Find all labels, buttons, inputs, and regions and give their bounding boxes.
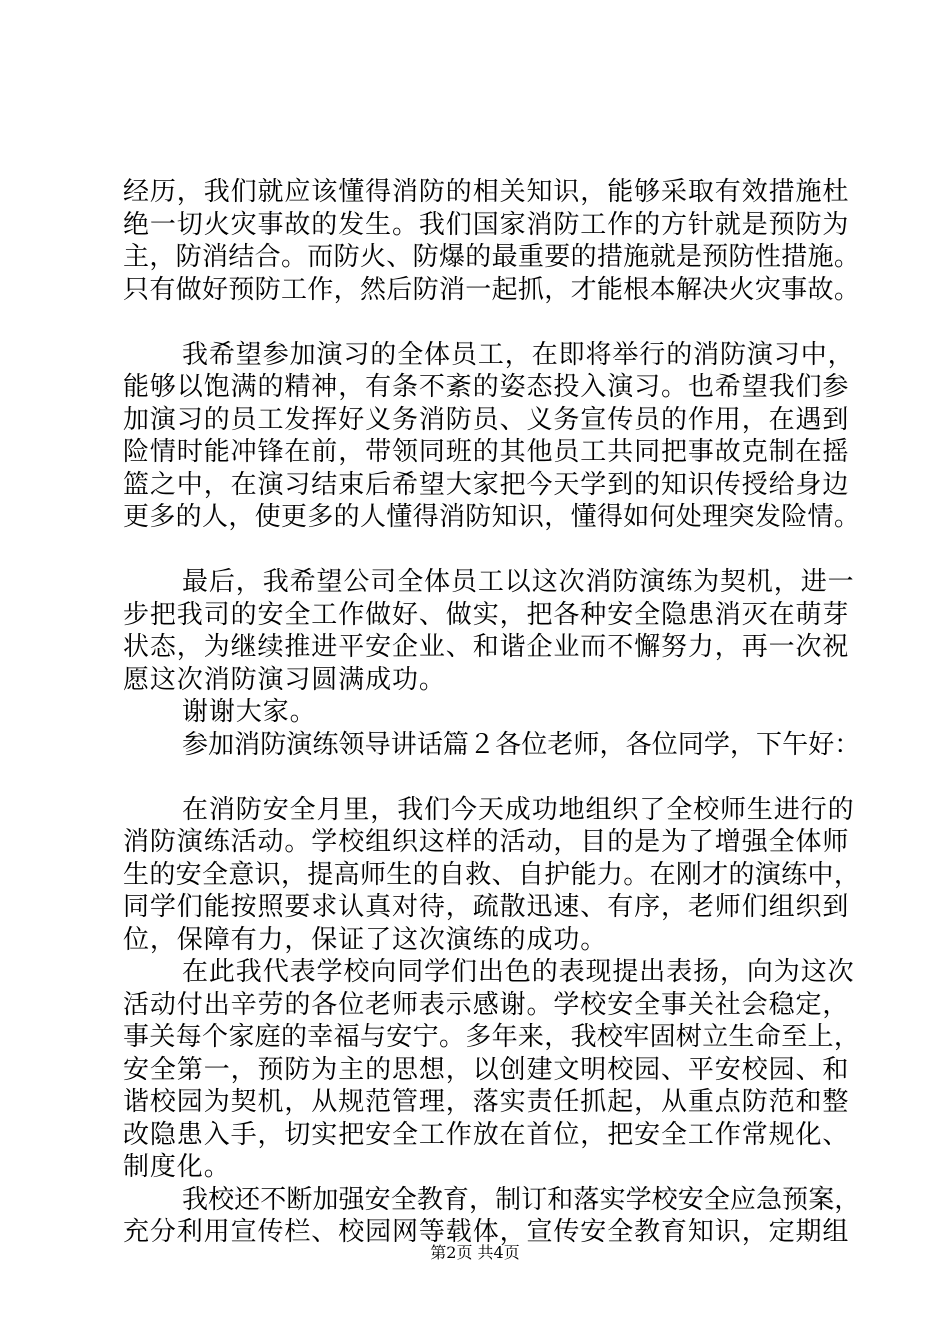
text-line: 最后，我希望公司全体员工以这次消防演练为契机，进一 [182, 567, 855, 597]
text-line: 改隐患入手，切实把安全工作放在首位，把安全工作常规化、 [123, 1120, 850, 1150]
text-line: 加演习的员工发挥好义务消防员、义务宣传员的作用，在遇到 [123, 405, 850, 435]
text-line: 篮之中，在演习结束后希望大家把今天学到的知识传授给身边 [123, 470, 850, 500]
text-line: 同学们能按照要求认真对待，疏散迅速、有序，老师们组织到 [123, 892, 850, 922]
page-number-footer: 第2页 共4页 [430, 1243, 520, 1262]
text-line: 充分利用宣传栏、校园网等载体，宣传安全教育知识，定期组 [123, 1217, 850, 1247]
text-line: 主，防消结合。而防火、防爆的最重要的措施就是预防性措施。 [123, 242, 861, 272]
text-line: 状态，为继续推进平安企业、和谐企业而不懈努力，再一次祝 [123, 632, 850, 662]
text-line: 谐校园为契机，从规范管理，落实责任抓起，从重点防范和整 [123, 1087, 850, 1117]
text-line: 险情时能冲锋在前，带领同班的其他员工共同把事故克制在摇 [123, 437, 850, 467]
text-line: 在此我代表学校向同学们出色的表现提出表扬，向为这次 [182, 957, 855, 987]
text-line: 安全第一，预防为主的思想，以创建文明校园、平安校园、和 [123, 1055, 850, 1085]
text-line: 事关每个家庭的幸福与安宁。多年来，我校牢固树立生命至上， [123, 1022, 861, 1052]
text-line: 只有做好预防工作，然后防消一起抓，才能根本解决火灾事故。 [123, 275, 861, 305]
text-line: 绝一切火灾事故的发生。我们国家消防工作的方针就是预防为 [123, 210, 850, 240]
text-line: 生的安全意识，提高师生的自救、自护能力。在刚才的演练中， [123, 860, 861, 890]
text-line: 能够以饱满的精神，有条不紊的姿态投入演习。也希望我们参 [123, 372, 850, 402]
text-line: 位，保障有力，保证了这次演练的成功。 [123, 925, 608, 955]
text-line: 在消防安全月里，我们今天成功地组织了全校师生进行的 [182, 795, 855, 825]
text-line: 我校还不断加强安全教育，制订和落实学校安全应急预案， [182, 1185, 861, 1215]
text-line: 经历，我们就应该懂得消防的相关知识，能够采取有效措施杜 [123, 177, 850, 207]
text-line: 我希望参加演习的全体员工，在即将举行的消防演习中， [182, 340, 855, 370]
text-line: 愿这次消防演习圆满成功。 [123, 665, 446, 695]
text-line: 消防演练活动。学校组织这样的活动，目的是为了增强全体师 [123, 827, 850, 857]
text-line: 活动付出辛劳的各位老师表示感谢。学校安全事关社会稳定， [123, 990, 850, 1020]
section-heading-line: 参加消防演练领导讲话篇２各位老师，各位同学，下午好： [182, 730, 861, 760]
text-line: 谢谢大家。 [182, 697, 317, 727]
text-line: 步把我司的安全工作做好、做实，把各种安全隐患消灭在萌芽 [123, 600, 850, 630]
text-line: 更多的人，使更多的人懂得消防知识，懂得如何处理突发险情。 [123, 502, 861, 532]
text-line: 制度化。 [123, 1152, 231, 1182]
